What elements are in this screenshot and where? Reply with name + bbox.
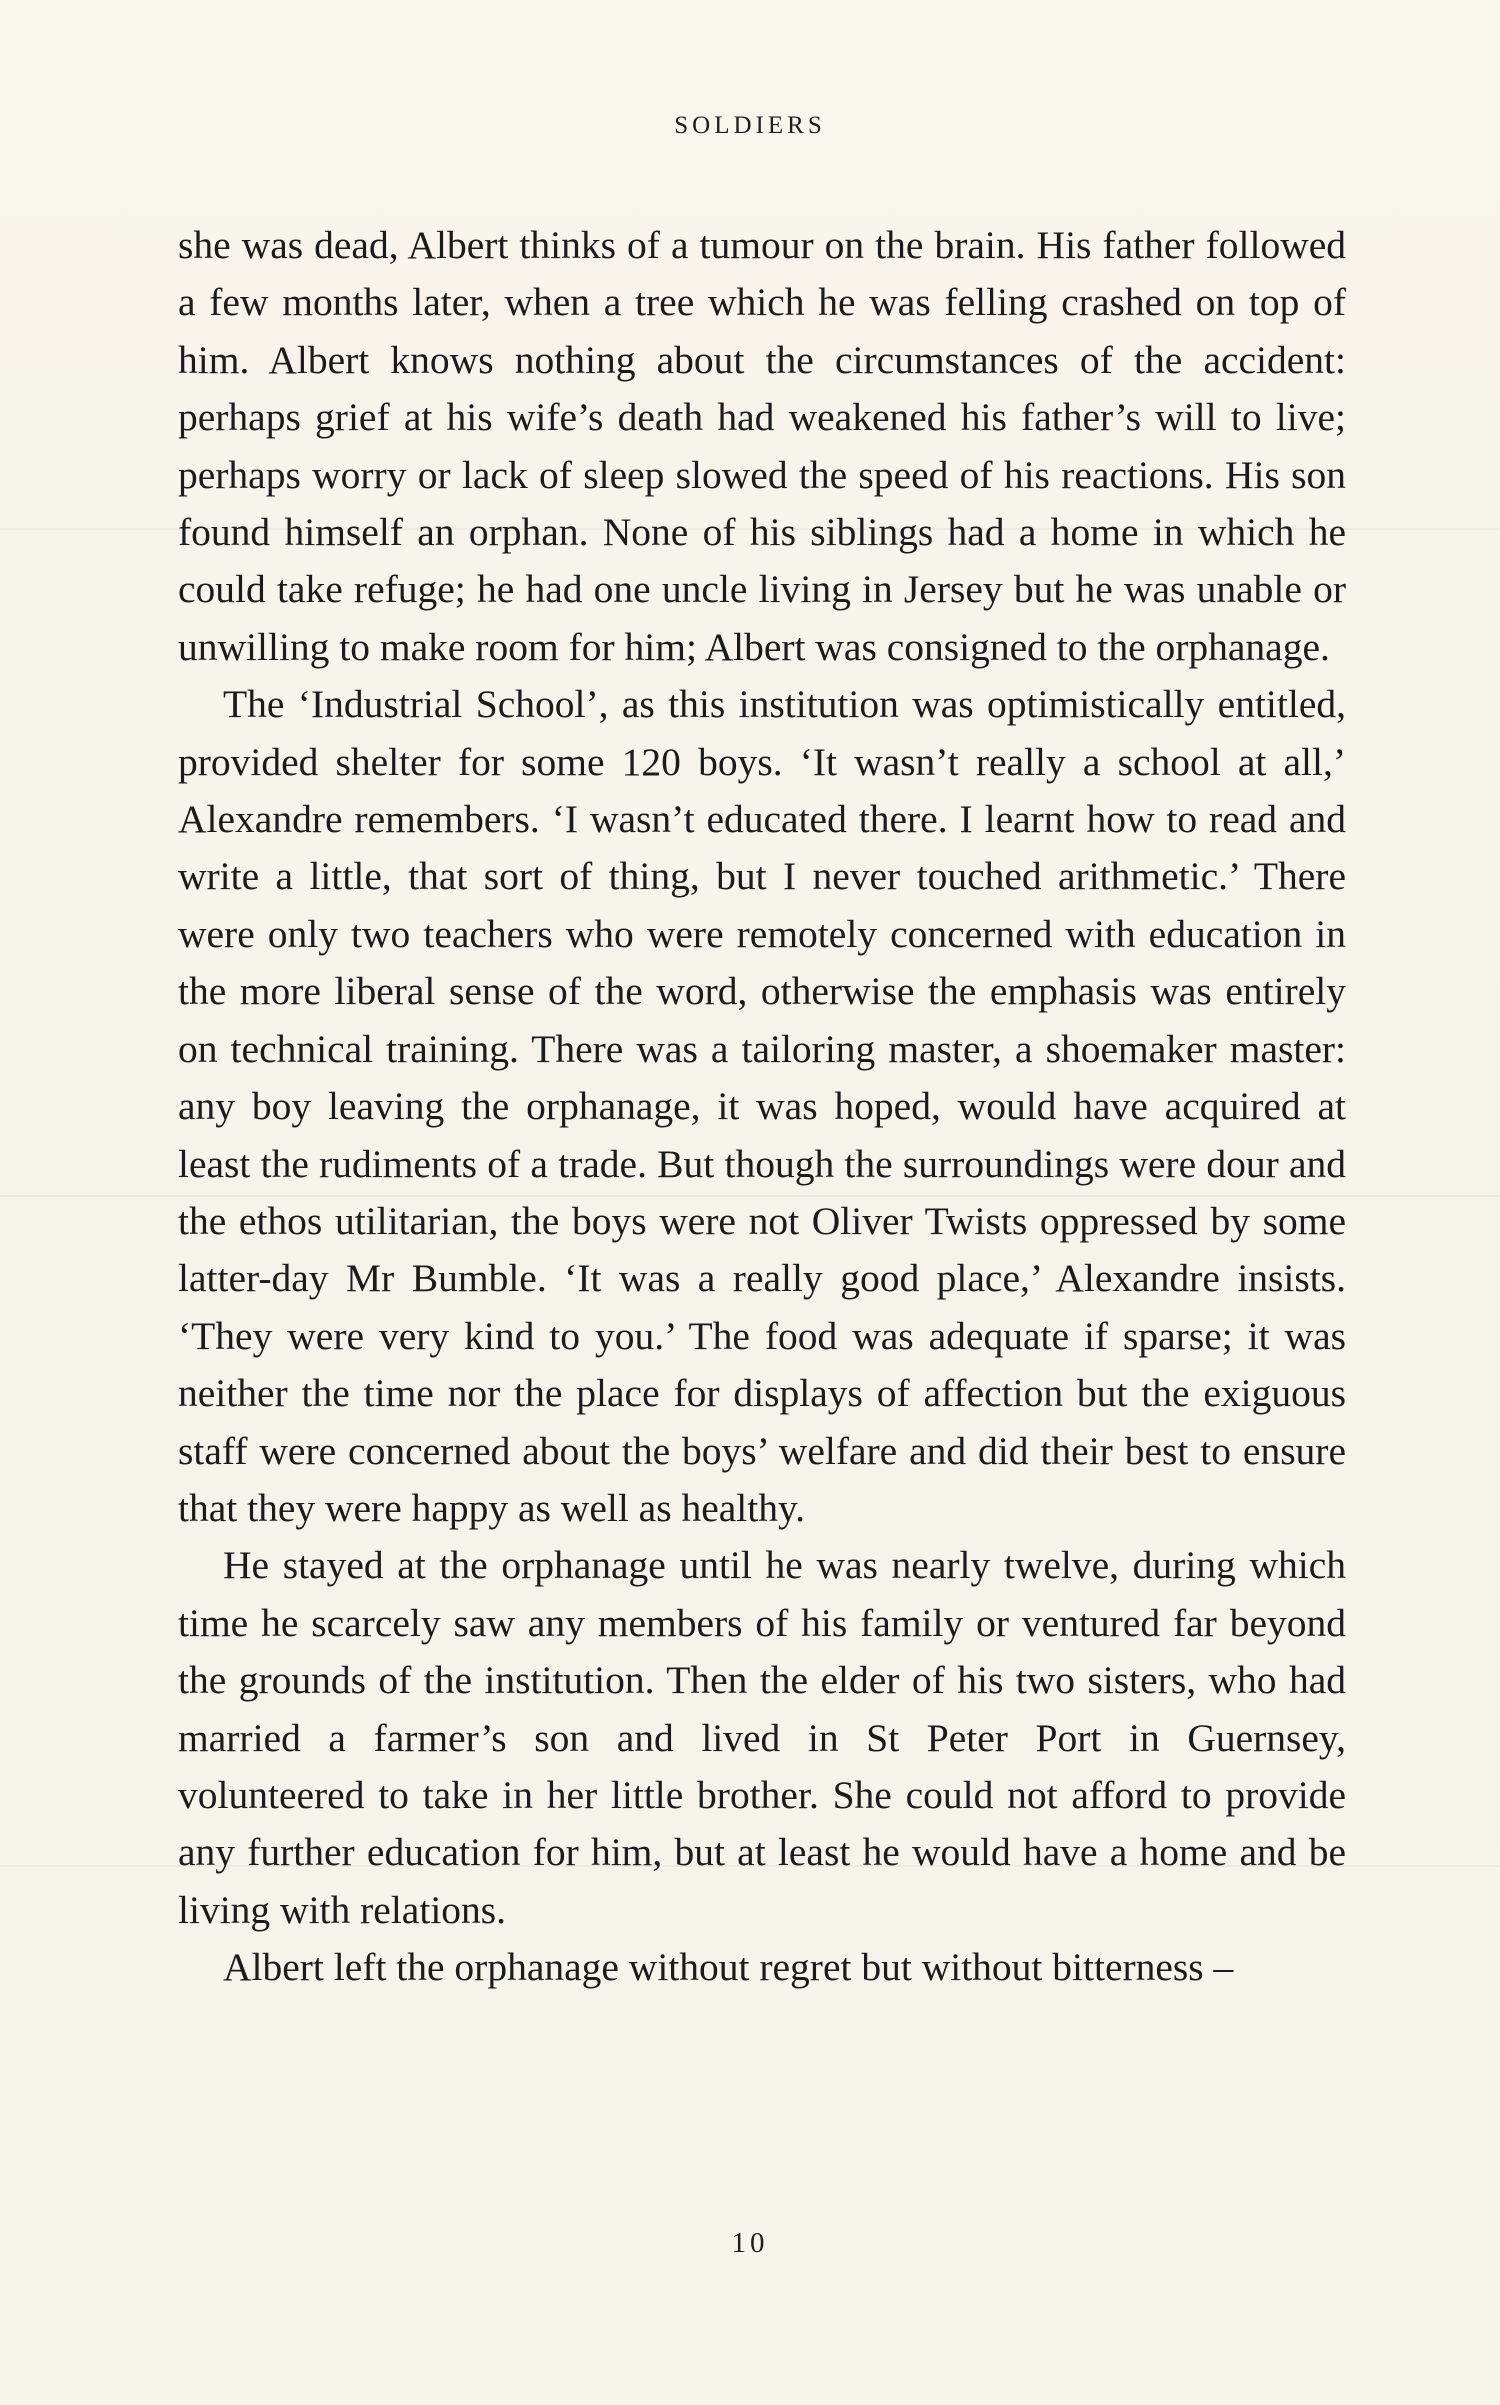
page-number: 10 xyxy=(731,2227,769,2259)
paragraph: He stayed at the orphanage until he was nearly twelve, during which time he scarcely saw any members of his family or ventured far beyond the grounds of the institution. Then the elder of his two sisters, who had married a farmer’s son and lived in St Peter Port in Guernsey, volunteered to take in her little brother. She could not afford to provide any further education for him, but at least he would have a home and be living with relations. xyxy=(178,1543,1346,1932)
paragraph-continued: she was dead, Albert thinks of a tumour on the brain. His father followed a few months later, when a tree which he was felling crashed on top of him. Albert knows nothing about the circumstances of the accident: perhaps grief at his wife’s death had weakened his father’s will to live; perhaps worry or lack of sleep slowed the speed of his reactions. His son found himself an orphan. None of his siblings had a home in which he could take refuge; he had one uncle living in Jersey but he was unable or unwilling to make room for him; Albert was consigned to the orphanage. xyxy=(178,223,1346,669)
paragraph: The ‘Industrial School’, as this institution was optimistically entitled, provided shelter for some 120 boys. ‘It wasn’t really a school at all,’ Alexandre remembers. ‘I wasn’t educated there. I learnt how to read and write a little, that sort of thing, but I never touched arithmetic.’ There were only two teachers who were remotely concerned with education in the more liberal sense of the word, otherwise the emphasis was entirely on technical training. There was a tailoring master, a shoemaker master: any boy leaving the orphanage, it was hoped, would have acquired at least the rudiments of a trade. But though the surroundings were dour and the ethos utilitarian, the boys were not Oliver Twists oppressed by some latter-day Mr Bumble. ‘It was a really good place,’ Alexandre insists. ‘They were very kind to you.’ The food was adequate if sparse; it was neither the time nor the place for displays of affection but the exiguous staff were concerned about the boys’ welfare and did their best to ensure that they were happy as well as healthy. xyxy=(178,682,1346,1530)
paragraph-last-line: Albert left the orphanage without regret but without bitterness – xyxy=(223,1945,1234,1990)
body-text xyxy=(178,217,1346,1997)
running-head: SOLDIERS xyxy=(674,112,826,139)
